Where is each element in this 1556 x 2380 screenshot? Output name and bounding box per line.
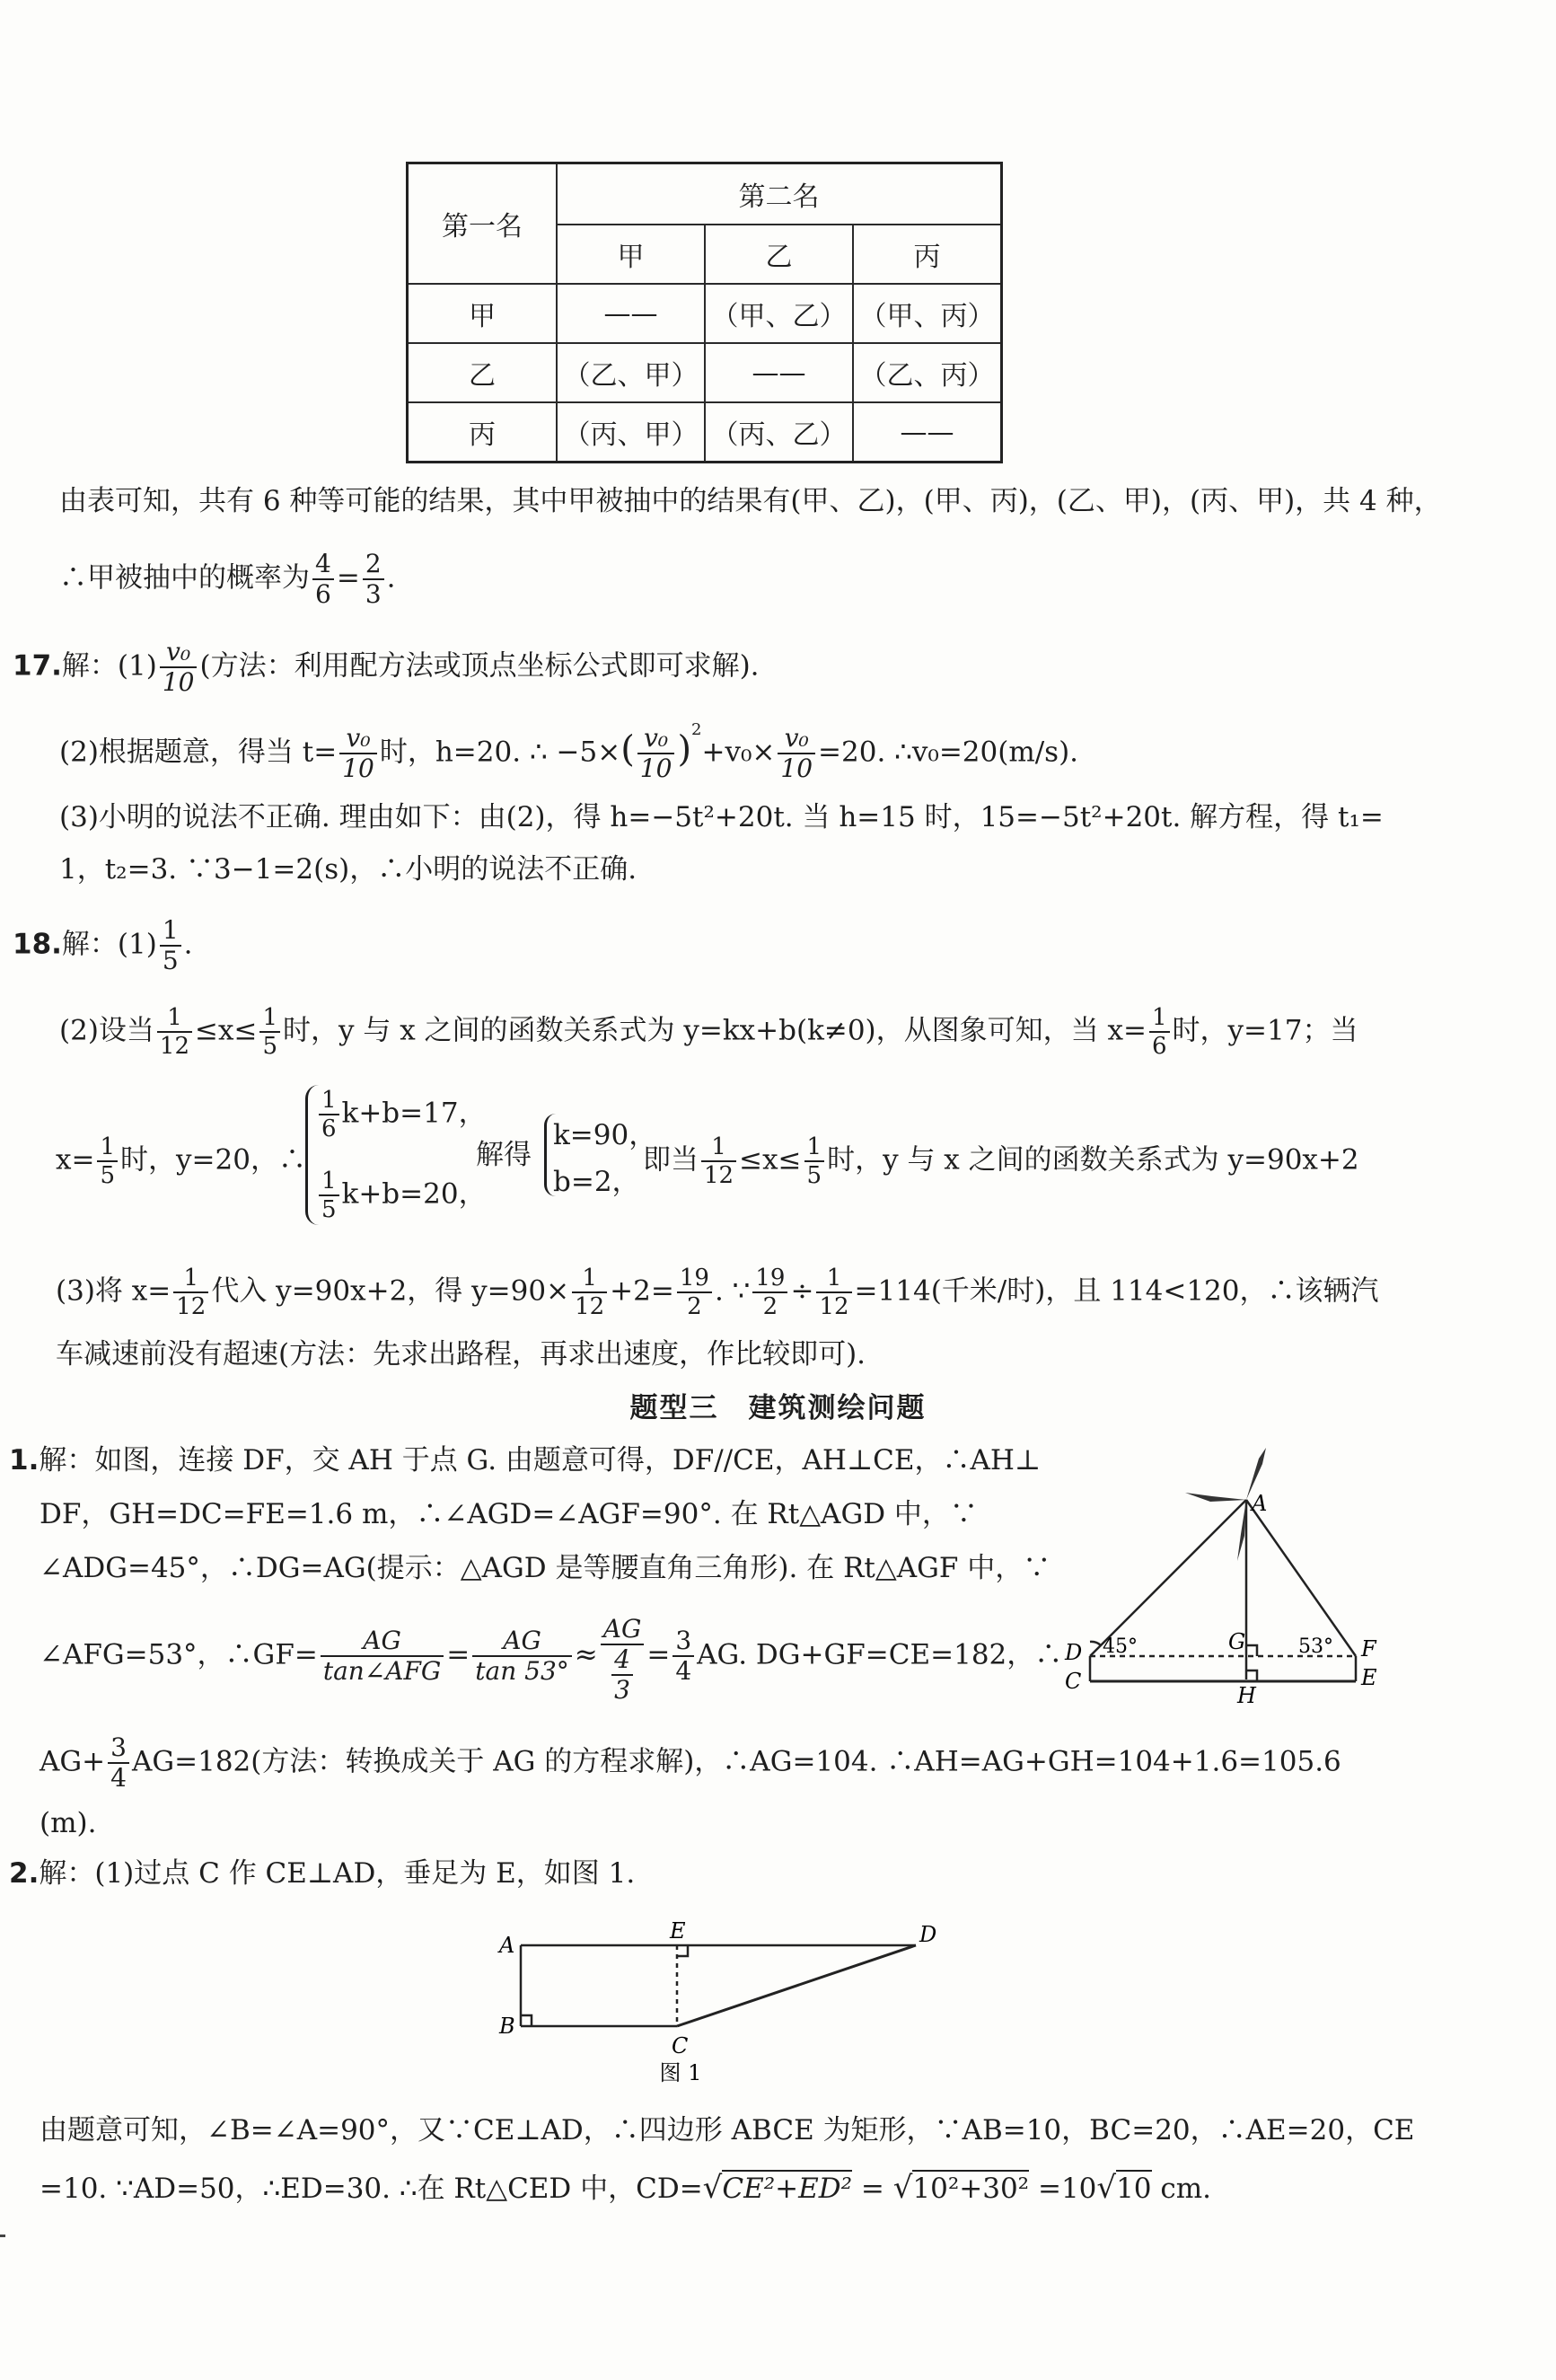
label-C: C bbox=[1065, 1669, 1082, 1694]
table-row bbox=[408, 402, 1002, 463]
table-cell: （甲、丙） bbox=[853, 284, 1002, 343]
q2-line-3: =10. ∵AD=50，∴ED=30. ∴在 Rt△CED 中，CD=√CE²+ED² = √10²+30² =10√10 cm. bbox=[40, 2170, 1211, 2206]
q18-line-3-end: 即当 $\frac{1}{12}$ ≤x≤ $\frac{1}{5}$ 时，y 与 x 之间的函数关系式为 y=90x+2 bbox=[643, 1133, 1359, 1189]
table-corner-header: 第一名 bbox=[408, 163, 558, 285]
label-A: A bbox=[1252, 1491, 1268, 1516]
label-E: E bbox=[670, 1918, 686, 1944]
label-C: C bbox=[672, 2033, 689, 2058]
page-edge-mark bbox=[0, 2235, 5, 2237]
label-D: D bbox=[919, 1922, 937, 1947]
right-angle-e bbox=[677, 1945, 688, 1956]
system-eq-1: $\frac{1}{6}$ k+b=17， bbox=[316, 1089, 487, 1141]
q17-line-4: 1，t₂=3. ∵3−1=2(s)，∴小明的说法不正确. bbox=[59, 853, 637, 886]
q1-line-3: ∠ADG=45°，∴DG=AG(提示：△AGD 是等腰直角三角形). 在 Rt△AGF 中，∵ bbox=[40, 1552, 1051, 1584]
label-H: H bbox=[1237, 1683, 1256, 1706]
table-row-label: 甲 bbox=[408, 284, 558, 343]
figure-caption: 图 1 bbox=[659, 2060, 702, 2085]
q1-line-4: ∠AFG=53°，∴GF= $\frac{AG}{\text{tan∠AFG}}$ = $\frac{AG}{\tan 53^\circ}$ ≈ $\frac{AG}{\frac{4}{3}}$ = $\frac{3}{4}$ AG. DG+GF=CE=182，∴ bbox=[40, 1614, 1063, 1705]
label-E: E bbox=[1361, 1665, 1377, 1690]
table-row bbox=[408, 284, 1002, 343]
label-angle-53: 53° bbox=[1298, 1635, 1333, 1658]
table-cell: （甲、乙） bbox=[705, 284, 853, 343]
table-cell: —— bbox=[557, 284, 705, 343]
result-table bbox=[406, 162, 1003, 463]
section-title: 题型三 建筑测绘问题 bbox=[629, 1392, 927, 1424]
q16-line-2: ∴甲被抽中的概率为 $\frac{4}{6}$ = $\frac{2}{3}$ . bbox=[59, 549, 396, 609]
q18-line-2: (2)设当 $\frac{1}{12}$ ≤x≤ $\frac{1}{5}$ 时，y 与 x 之间的函数关系式为 y=kx+b(k≠0)，从图象可知，当 x= $\frac{1}{6}$ 时，y=17；当 bbox=[59, 1004, 1358, 1060]
solve-label: 解得 bbox=[476, 1139, 532, 1171]
label-B: B bbox=[499, 2014, 515, 2039]
solution-1: k=90， bbox=[553, 1119, 657, 1151]
q2-line-1: 2.解：(1)过点 C 作 CE⊥AD，垂足为 E，如图 1. bbox=[9, 1857, 636, 1890]
table-cell: （乙、甲） bbox=[557, 343, 705, 402]
label-F: F bbox=[1361, 1636, 1376, 1662]
q17-line-2: (2)根据题意，得当 t= $\frac{\text{v₀}}{10}$ 时，h=20. ∴ −5×( $\frac{\text{v₀}}{10}$ )$^2$+v₀× $\frac{\text{v₀}}{10}$ =20. ∴v₀=20(m/s). bbox=[59, 720, 1079, 783]
table-cell: （丙、甲） bbox=[557, 402, 705, 463]
table-row-label: 乙 bbox=[408, 343, 558, 402]
table-cell: （乙、丙） bbox=[853, 343, 1002, 402]
label-D: D bbox=[1065, 1640, 1083, 1665]
solution-2: b=2， bbox=[553, 1166, 640, 1198]
label-angle-45: 45° bbox=[1103, 1635, 1138, 1658]
table-col-header: 甲 bbox=[557, 225, 705, 284]
q1-line-5: AG+ $\frac{3}{4}$ AG=182(方法：转换成关于 AG 的方程求解)，∴AG=104. ∴AH=AG+GH=104+1.6=105.6 bbox=[40, 1732, 1341, 1793]
q1-line-2: DF，GH=DC=FE=1.6 m，∴∠AGD=∠AGF=90°. 在 Rt△AGD 中，∵ bbox=[40, 1498, 978, 1530]
line-AF bbox=[1246, 1500, 1356, 1656]
label-A: A bbox=[499, 1933, 515, 1958]
table-cell: —— bbox=[705, 343, 853, 402]
figure-triangle bbox=[1059, 1446, 1401, 1706]
right-angle-b bbox=[521, 2015, 532, 2026]
figure-1 bbox=[485, 1915, 952, 2094]
table-cell: —— bbox=[853, 402, 1002, 463]
right-angle-h bbox=[1246, 1670, 1257, 1681]
q2-line-2: 由题意可知，∠B=∠A=90°，又∵CE⊥AD，∴四边形 ABCE 为矩形，∵AB=10，BC=20，∴AE=20，CE bbox=[40, 2114, 1415, 2146]
q1-line-1: 1.解：如图，连接 DF，交 AH 于点 G. 由题意可得，DF//CE，AH⊥CE，∴AH⊥ bbox=[9, 1444, 1042, 1476]
q17-line-3: (3)小明的说法不正确. 理由如下：由(2)，得 h=−5t²+20t. 当 h=15 时，15=−5t²+20t. 解方程，得 t₁= bbox=[59, 801, 1384, 833]
q18-line-3-start: x= $\frac{1}{5}$ 时，y=20，∴ bbox=[56, 1133, 306, 1189]
q18-line-5: 车减速前没有超速(方法：先求出路程，再求出速度，作比较即可). bbox=[56, 1338, 866, 1371]
q17-line-1: 17.解：(1) $\frac{\text{v₀}}{10}$ (方法：利用配方法或顶点坐标公式即可求解). bbox=[13, 637, 760, 697]
table-col-header: 丙 bbox=[853, 225, 1002, 284]
label-G: G bbox=[1228, 1629, 1246, 1654]
q18-line-4: (3)将 x= $\frac{1}{12}$ 代入 y=90x+2，得 y=90× $\frac{1}{12}$ +2= $\frac{19}{2}$ . ∵ $\frac{19}{2}$ ÷ $\frac{1}{12}$ =114(千米/时)，且 114<120，∴该辆汽 bbox=[56, 1265, 1379, 1320]
table-cell: （丙、乙） bbox=[705, 402, 853, 463]
q16-line-1: 由表可知，共有 6 种等可能的结果，其中甲被抽中的结果有(甲、乙)，(甲、丙)，(乙、甲)，(丙、甲)，共 4 种， bbox=[59, 485, 1442, 517]
system-eq-2: $\frac{1}{5}$ k+b=20， bbox=[316, 1169, 487, 1221]
table-row-label: 丙 bbox=[408, 402, 558, 463]
angle-arc-d bbox=[1090, 1642, 1101, 1645]
q18-line-1: 18.解：(1) $\frac{1}{5}$ . bbox=[13, 915, 193, 975]
table-row bbox=[408, 343, 1002, 402]
line-AD bbox=[1090, 1500, 1246, 1656]
table-col-header: 乙 bbox=[705, 225, 853, 284]
line-CD bbox=[677, 1945, 916, 2026]
right-angle-g bbox=[1246, 1645, 1257, 1656]
q1-line-6: (m). bbox=[40, 1807, 97, 1839]
table-group-header: 第二名 bbox=[557, 163, 1002, 225]
